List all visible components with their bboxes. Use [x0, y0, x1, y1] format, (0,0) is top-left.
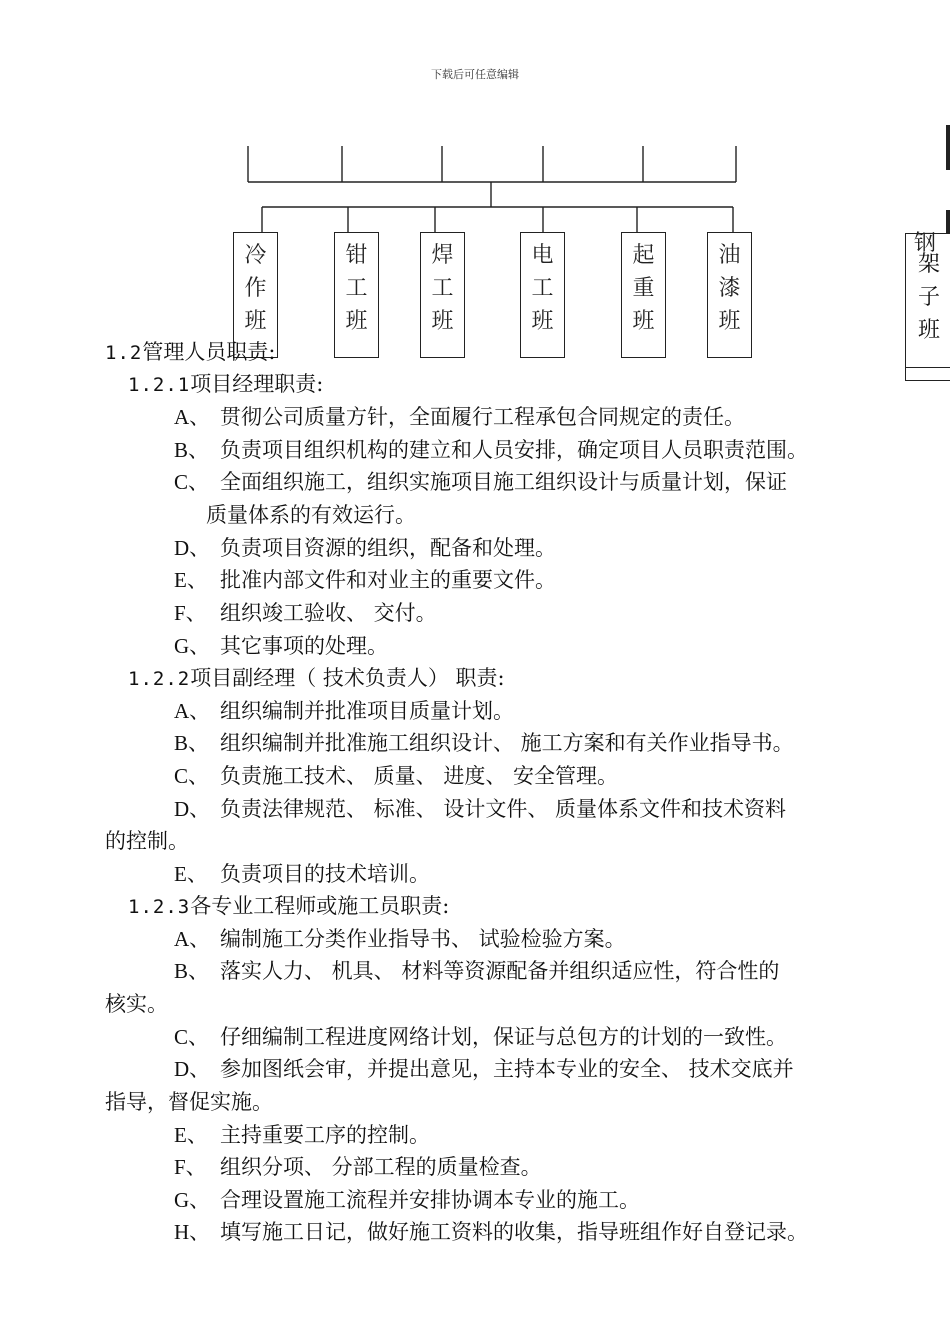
item-text: 合理设置施工流程并安排协调本专业的施工。: [220, 1188, 640, 1212]
item-text: 仔细编制工程进度网络计划，保证与总包方的计划的一致性。: [220, 1025, 787, 1049]
list-item: [174, 793, 786, 825]
list-item: [174, 727, 794, 759]
list-item: [174, 630, 388, 662]
team-char-partial: 钢: [914, 231, 937, 256]
item-text: 其它事项的处理。: [220, 634, 388, 658]
subsection-heading: [128, 890, 449, 923]
list-item-continuation: 质量体系的有效运行。: [206, 503, 416, 527]
subsection-title: 项目经理职责:: [190, 372, 324, 396]
item-label: C、: [174, 764, 210, 788]
item-label: D、: [174, 1057, 211, 1081]
item-label: B、: [174, 438, 210, 462]
item-label: H、: [174, 1220, 211, 1244]
item-label: A、: [174, 405, 211, 429]
item-label: B、: [174, 731, 210, 755]
item-label: E、: [174, 1123, 208, 1147]
list-item: [174, 1021, 787, 1053]
team-char: 作: [244, 276, 267, 301]
item-label: G、: [174, 634, 211, 658]
team-char: 工: [345, 276, 368, 301]
item-text: 主持重要工序的控制。: [220, 1123, 430, 1147]
list-item: [174, 434, 808, 466]
item-label: C、: [174, 1025, 210, 1049]
subsection-number: 1.2.3: [128, 896, 191, 918]
list-item: [174, 858, 430, 890]
item-text: 组织编制并批准施工组织设计、 施工方案和有关作业指导书。: [220, 731, 794, 755]
item-label: D、: [174, 536, 211, 560]
item-text: 负责法律规范、 标准、 设计文件、 质量体系文件和技术资料: [220, 797, 787, 821]
list-item: [174, 923, 626, 955]
item-text: 编制施工分类作业指导书、 试验检验方案。: [220, 927, 626, 951]
list-item: [174, 564, 556, 596]
team-char: 油: [718, 243, 741, 268]
team-box-diangong: [520, 232, 565, 358]
team-char: 工: [531, 276, 554, 301]
item-label: C、: [174, 470, 210, 494]
section-title: 管理人员职责:: [142, 340, 276, 364]
team-char: 焊: [431, 243, 454, 268]
item-text: 全面组织施工，组织实施项目施工组织设计与质量计划，保证: [220, 470, 787, 494]
list-item: [174, 466, 787, 498]
team-char: 漆: [718, 276, 741, 301]
list-item-continuation: 指导，督促实施。: [105, 1090, 273, 1114]
item-text: 负责项目的技术培训。: [220, 862, 430, 886]
team-char: 班: [345, 309, 368, 334]
team-box-jiazi: [905, 233, 950, 381]
team-char: 班: [718, 309, 741, 334]
section-heading: [105, 336, 275, 369]
page-header: 下载后可任意编辑: [431, 68, 519, 81]
team-char: 工: [431, 276, 454, 301]
list-item-continuation: 的控制。: [105, 829, 189, 853]
item-text: 落实人力、 机具、 材料等资源配备并组织适应性，符合性的: [220, 959, 780, 983]
item-label: B、: [174, 959, 210, 983]
subsection-title: 各专业工程师或施工员职责:: [190, 894, 450, 918]
item-text: 负责项目组织机构的建立和人员安排，确定项目人员职责范围。: [220, 438, 808, 462]
item-label: G、: [174, 1188, 211, 1212]
item-text: 组织分项、 分部工程的质量检查。: [220, 1155, 542, 1179]
subsection-number: 1.2.1: [128, 374, 191, 396]
team-char: 冷: [244, 243, 267, 268]
list-item: [174, 532, 556, 564]
side-edge-line: [946, 125, 950, 170]
list-item: [174, 760, 618, 792]
item-text: 组织竣工验收、 交付。: [220, 601, 437, 625]
team-char: 班: [531, 309, 554, 334]
item-text: 组织编制并批准项目质量计划。: [220, 699, 514, 723]
team-char: 电: [531, 243, 554, 268]
list-item: [174, 401, 745, 433]
team-char: 架: [918, 252, 941, 277]
item-label: E、: [174, 862, 208, 886]
list-item: [174, 1053, 794, 1085]
list-item: [174, 955, 779, 987]
item-label: F、: [174, 1155, 207, 1179]
list-item: [174, 1184, 640, 1216]
team-char: 班: [431, 309, 454, 334]
item-text: 参加图纸会审，并提出意见，主持本专业的安全、 技术交底并: [220, 1057, 794, 1081]
item-label: E、: [174, 568, 208, 592]
list-item: [174, 1151, 542, 1183]
item-label: D、: [174, 797, 211, 821]
item-text: 负责施工技术、 质量、 进度、 安全管理。: [220, 764, 619, 788]
team-box-qizhong: [621, 232, 666, 358]
team-box-qiangong: [334, 232, 379, 358]
team-char: 班: [918, 318, 941, 343]
team-char: 子: [918, 285, 941, 310]
item-text: 填写施工日记，做好施工资料的收集，指导班组作好自登记录。: [220, 1220, 808, 1244]
item-text: 批准内部文件和对业主的重要文件。: [220, 568, 556, 592]
list-item: [174, 597, 437, 629]
box-divider: [906, 367, 950, 368]
team-char: 起: [632, 243, 655, 268]
subsection-title: 项目副经理（ 技术负责人） 职责:: [190, 666, 505, 690]
item-label: A、: [174, 927, 211, 951]
section-number: 1.2: [105, 342, 143, 364]
subsection-heading: [128, 368, 323, 401]
team-char: 钳: [345, 243, 368, 268]
list-item: [174, 695, 514, 727]
team-char: 班: [632, 309, 655, 334]
team-char: 重: [632, 276, 655, 301]
list-item: [174, 1119, 430, 1151]
team-box-hangong: [420, 232, 465, 358]
org-chart-lines: [0, 0, 950, 360]
list-item-continuation: 核实。: [105, 992, 168, 1016]
item-label: A、: [174, 699, 211, 723]
team-box-youqi: [707, 232, 752, 358]
item-text: 负责项目资源的组织，配备和处理。: [220, 536, 556, 560]
item-text: 贯彻公司质量方针，全面履行工程承包合同规定的责任。: [220, 405, 745, 429]
subsection-number: 1.2.2: [128, 668, 191, 690]
team-char: 班: [244, 309, 267, 334]
list-item: [174, 1216, 808, 1248]
subsection-heading: [128, 662, 505, 695]
item-label: F、: [174, 601, 207, 625]
